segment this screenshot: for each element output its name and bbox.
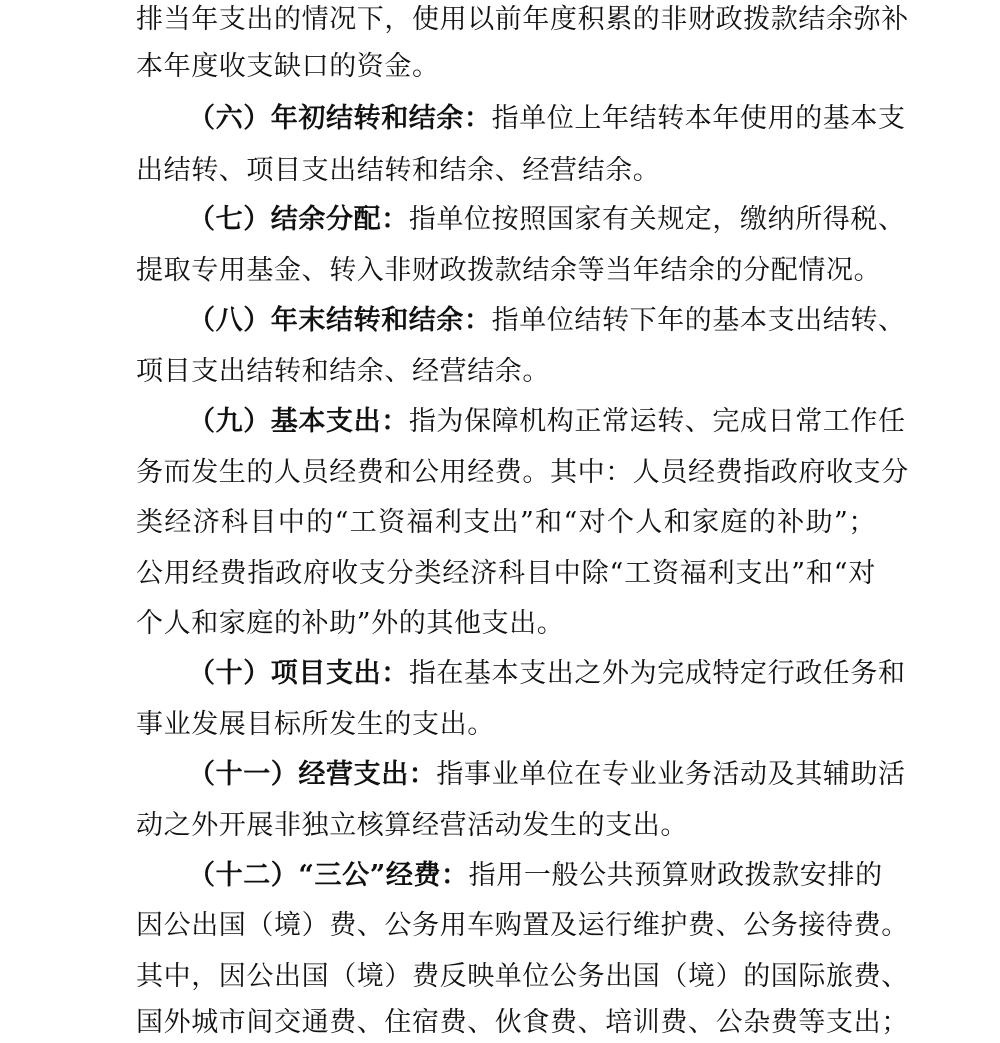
term-definition: 指用一般公共预算财政拨款安排的 bbox=[468, 860, 883, 891]
paragraph-line: 个人和家庭的补助”外的其他支出。 bbox=[136, 608, 565, 639]
term-heading: （六）年初结转和结余： bbox=[188, 103, 492, 134]
paragraph-line: 国外城市间交通费、住宿费、伙食费、培训费、公杂费等支出； bbox=[136, 1007, 909, 1038]
paragraph-line: 本年度收支缺口的资金。 bbox=[136, 51, 440, 82]
term-definition: 指为保障机构正常运转、完成日常工作任 bbox=[408, 406, 906, 437]
paragraph-line: 排当年支出的情况下，使用以前年度积累的非财政拨款结余弥补 bbox=[136, 4, 909, 35]
paragraph-line-heading bbox=[188, 402, 906, 442]
term-definition: 指事业单位在专业业务活动及其辅助活 bbox=[436, 759, 906, 790]
paragraph-line-heading bbox=[188, 856, 883, 896]
paragraph-line: 公用经费指政府收支分类经济科目中除“工资福利支出”和“对 bbox=[136, 558, 876, 589]
paragraph-line: 务而发生的人员经费和公用经费。其中：人员经费指政府收支分 bbox=[136, 457, 909, 488]
paragraph-line-heading bbox=[188, 200, 906, 240]
term-heading: （十一）经营支出： bbox=[188, 759, 437, 790]
term-definition: 指单位结转下年的基本支出结转、 bbox=[491, 305, 906, 336]
term-heading: （九）基本支出： bbox=[188, 406, 409, 437]
paragraph-line-heading bbox=[188, 301, 906, 341]
term-heading: （八）年末结转和结余： bbox=[188, 305, 492, 336]
paragraph-line-heading bbox=[188, 99, 906, 139]
paragraph-line: 项目支出结转和结余、经营结余。 bbox=[136, 356, 550, 387]
term-heading: （十）项目支出： bbox=[188, 658, 409, 689]
paragraph-line: 提取专用基金、转入非财政拨款结余等当年结余的分配情况。 bbox=[136, 255, 882, 286]
paragraph-line-heading bbox=[188, 654, 906, 694]
term-definition: 指单位上年结转本年使用的基本支 bbox=[491, 103, 906, 134]
paragraph-line-heading bbox=[188, 755, 906, 795]
paragraph-line: 因公出国（境）费、公务用车购置及运行维护费、公务接待费。 bbox=[136, 910, 909, 941]
term-heading: （七）结余分配： bbox=[188, 204, 409, 235]
term-heading: （十二）“三公”经费： bbox=[188, 860, 469, 891]
paragraph-line: 动之外开展非独立核算经营活动发生的支出。 bbox=[136, 810, 688, 841]
paragraph-line: 事业发展目标所发生的支出。 bbox=[136, 709, 495, 740]
paragraph-line: 其中，因公出国（境）费反映单位公务出国（境）的国际旅费、 bbox=[136, 961, 909, 992]
paragraph-line: 出结转、项目支出结转和结余、经营结余。 bbox=[136, 155, 661, 186]
paragraph-line: 类经济科目中的“工资福利支出”和“对个人和家庭的补助”； bbox=[136, 507, 876, 538]
term-definition: 指在基本支出之外为完成特定行政任务和 bbox=[408, 658, 906, 689]
term-definition: 指单位按照国家有关规定，缴纳所得税、 bbox=[408, 204, 906, 235]
